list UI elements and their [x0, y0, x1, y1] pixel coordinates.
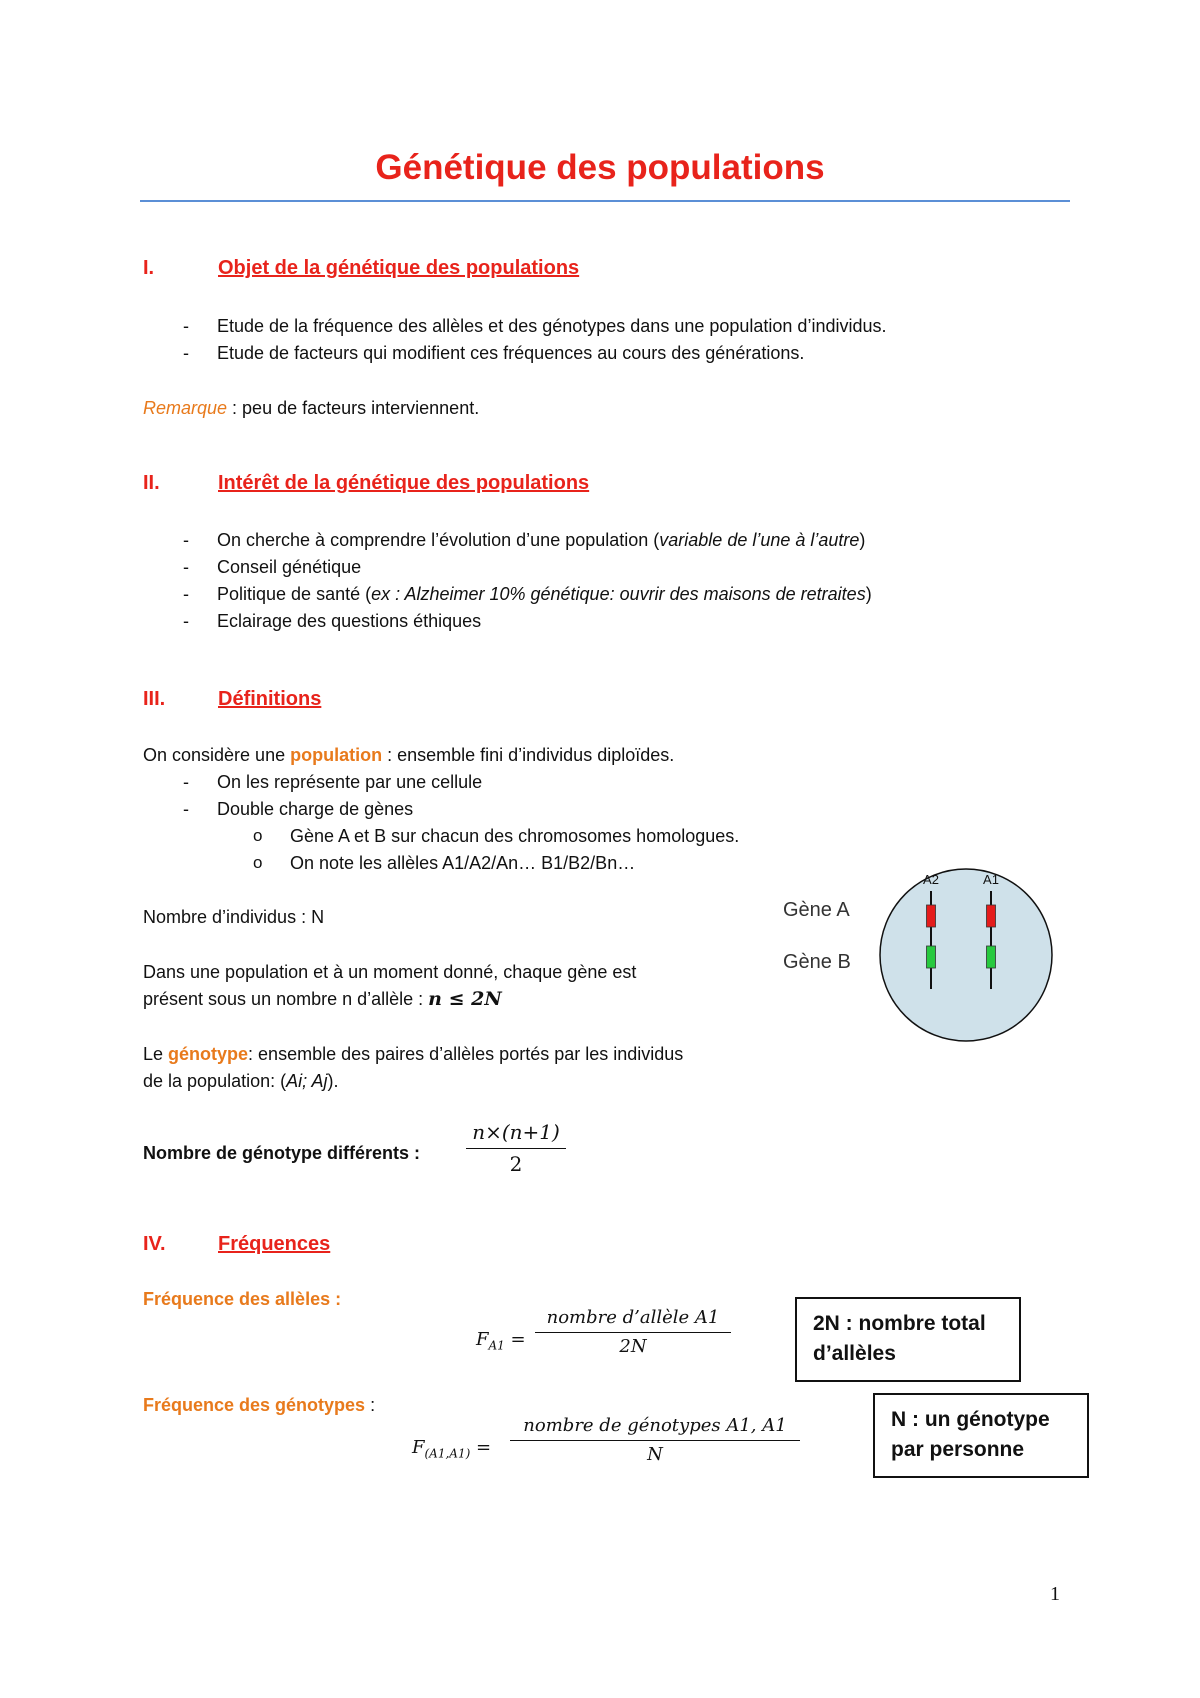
- cell-membrane: [880, 869, 1052, 1041]
- note-line: N : un génotype: [891, 1408, 1050, 1431]
- genotype-frequency-label-row: [143, 1395, 375, 1416]
- genotype-frequency-label: Fréquence des génotypes: [143, 1395, 366, 1415]
- presence-line-1: Dans une population et à un moment donné, chaque gène est: [143, 962, 637, 982]
- subscript: A1: [488, 1338, 505, 1353]
- genotype-frequency-fraction: [510, 1415, 800, 1465]
- symbol: F: [476, 1329, 489, 1350]
- title-underline: [140, 200, 1070, 202]
- genotype-definition-line-2: [143, 1071, 338, 1092]
- keyword: génotype: [168, 1044, 249, 1064]
- numerator: n×(n+1): [466, 1120, 566, 1149]
- allele-frequency-label: Fréquence des allèles :: [143, 1289, 342, 1309]
- section-title: Fréquences: [218, 1233, 331, 1255]
- keyword: population: [290, 745, 383, 765]
- list-item: Etude de la fréquence des allèles et des génotypes dans une population d’individus.: [217, 316, 887, 336]
- text: présent sous un nombre n d’allèle :: [143, 989, 429, 1009]
- bullet-dash: -: [183, 530, 189, 550]
- note-line: d’allèles: [813, 1342, 896, 1365]
- presence-line-2: [143, 988, 502, 1010]
- bullet-dash: -: [183, 611, 189, 631]
- sub-bullet: o: [253, 826, 263, 845]
- list-item: [217, 584, 872, 605]
- genotype-frequency-lhs: [412, 1437, 491, 1461]
- text-italic: ex : Alzheimer 10% génétique: ouvrir des maisons de retraites: [371, 584, 866, 604]
- numerator: nombre de génotypes A1, A1: [510, 1415, 800, 1441]
- text: ): [865, 584, 872, 604]
- gene-a-label: Gène A: [783, 899, 850, 921]
- section-number: IV.: [143, 1233, 166, 1255]
- section-title: Intérêt de la génétique des populations: [218, 472, 590, 494]
- section-number: III.: [143, 688, 166, 710]
- text: On considère une: [143, 745, 291, 765]
- gene-b-label: Gène B: [783, 951, 851, 973]
- text: de la population: (: [143, 1071, 287, 1091]
- sub-bullet: o: [253, 853, 263, 872]
- equals: =: [476, 1437, 492, 1458]
- chromosome-label-left: A2: [923, 872, 939, 887]
- allele-frequency-lhs: [476, 1329, 526, 1353]
- sub-list-item: Gène A et B sur chacun des chromosomes homologues.: [290, 826, 740, 846]
- list-item: On les représente par une cellule: [217, 772, 483, 792]
- population-definition: [143, 745, 674, 766]
- remark-text: : peu de facteurs interviennent.: [227, 398, 480, 418]
- list-item: [217, 530, 865, 551]
- cell-diagram: [878, 867, 1054, 1043]
- text-italic: Ai; Aj: [286, 1071, 328, 1091]
- section-title: Objet de la génétique des populations: [218, 257, 580, 279]
- text-italic: variable de l’une à l’autre: [659, 530, 860, 550]
- genotype-count-label: Nombre de génotype différents :: [143, 1143, 421, 1163]
- bullet-dash: -: [183, 557, 189, 577]
- genotype-definition: [143, 1044, 683, 1065]
- bullet-dash: -: [183, 772, 189, 792]
- allele-b-right: [987, 946, 996, 968]
- list-item: Eclairage des questions éthiques: [217, 611, 482, 631]
- allele-b-left: [927, 946, 936, 968]
- bullet-dash: -: [183, 584, 189, 604]
- denominator: N: [647, 1444, 663, 1465]
- chromosome-label-right: A1: [983, 872, 999, 887]
- sub-list-item: On note les allèles A1/A2/An… B1/B2/Bn…: [290, 853, 636, 873]
- denominator: 2N: [619, 1336, 647, 1357]
- bullet-dash: -: [183, 316, 189, 336]
- page-number: 1: [1050, 1583, 1060, 1605]
- text: : ensemble fini d’individus diploïdes.: [382, 745, 675, 765]
- note-box-alleles: [795, 1297, 1021, 1382]
- section-number: II.: [143, 472, 160, 494]
- remark: [143, 398, 479, 419]
- equals: =: [510, 1329, 526, 1350]
- formula: n ≤ 2N: [428, 988, 502, 1010]
- remark-label: Remarque: [143, 398, 228, 418]
- list-item: Etude de facteurs qui modifient ces fréquences au cours des générations.: [217, 343, 805, 363]
- text: :: [365, 1395, 376, 1415]
- numerator: nombre d’allèle A1: [535, 1307, 731, 1333]
- list-item: Double charge de gènes: [217, 799, 414, 819]
- symbol: F: [412, 1437, 425, 1458]
- list-item: Conseil génétique: [217, 557, 362, 577]
- genotype-count-formula: [466, 1120, 566, 1176]
- bullet-dash: -: [183, 343, 189, 363]
- subscript: (A1,A1): [424, 1446, 471, 1461]
- text: ).: [327, 1071, 339, 1091]
- text: Politique de santé (: [217, 584, 372, 604]
- page-title: Génétique des populations: [375, 148, 825, 187]
- bullet-dash: -: [183, 799, 189, 819]
- allele-a-right: [987, 905, 996, 927]
- note-box-genotype: [873, 1393, 1089, 1478]
- section-number: I.: [143, 257, 155, 279]
- text: : ensemble des paires d’allèles portés par les individus: [248, 1044, 684, 1064]
- denominator: 2: [509, 1152, 523, 1176]
- note-line: par personne: [891, 1438, 1025, 1461]
- text: On cherche à comprendre l’évolution d’une population (: [217, 530, 660, 550]
- allele-frequency-fraction: [535, 1307, 731, 1357]
- individual-count: Nombre d’individus : N: [143, 907, 325, 927]
- allele-a-left: [927, 905, 936, 927]
- section-title: Définitions: [218, 688, 322, 710]
- note-line: 2N : nombre total: [813, 1312, 986, 1335]
- text: ): [859, 530, 866, 550]
- text: Le: [143, 1044, 169, 1064]
